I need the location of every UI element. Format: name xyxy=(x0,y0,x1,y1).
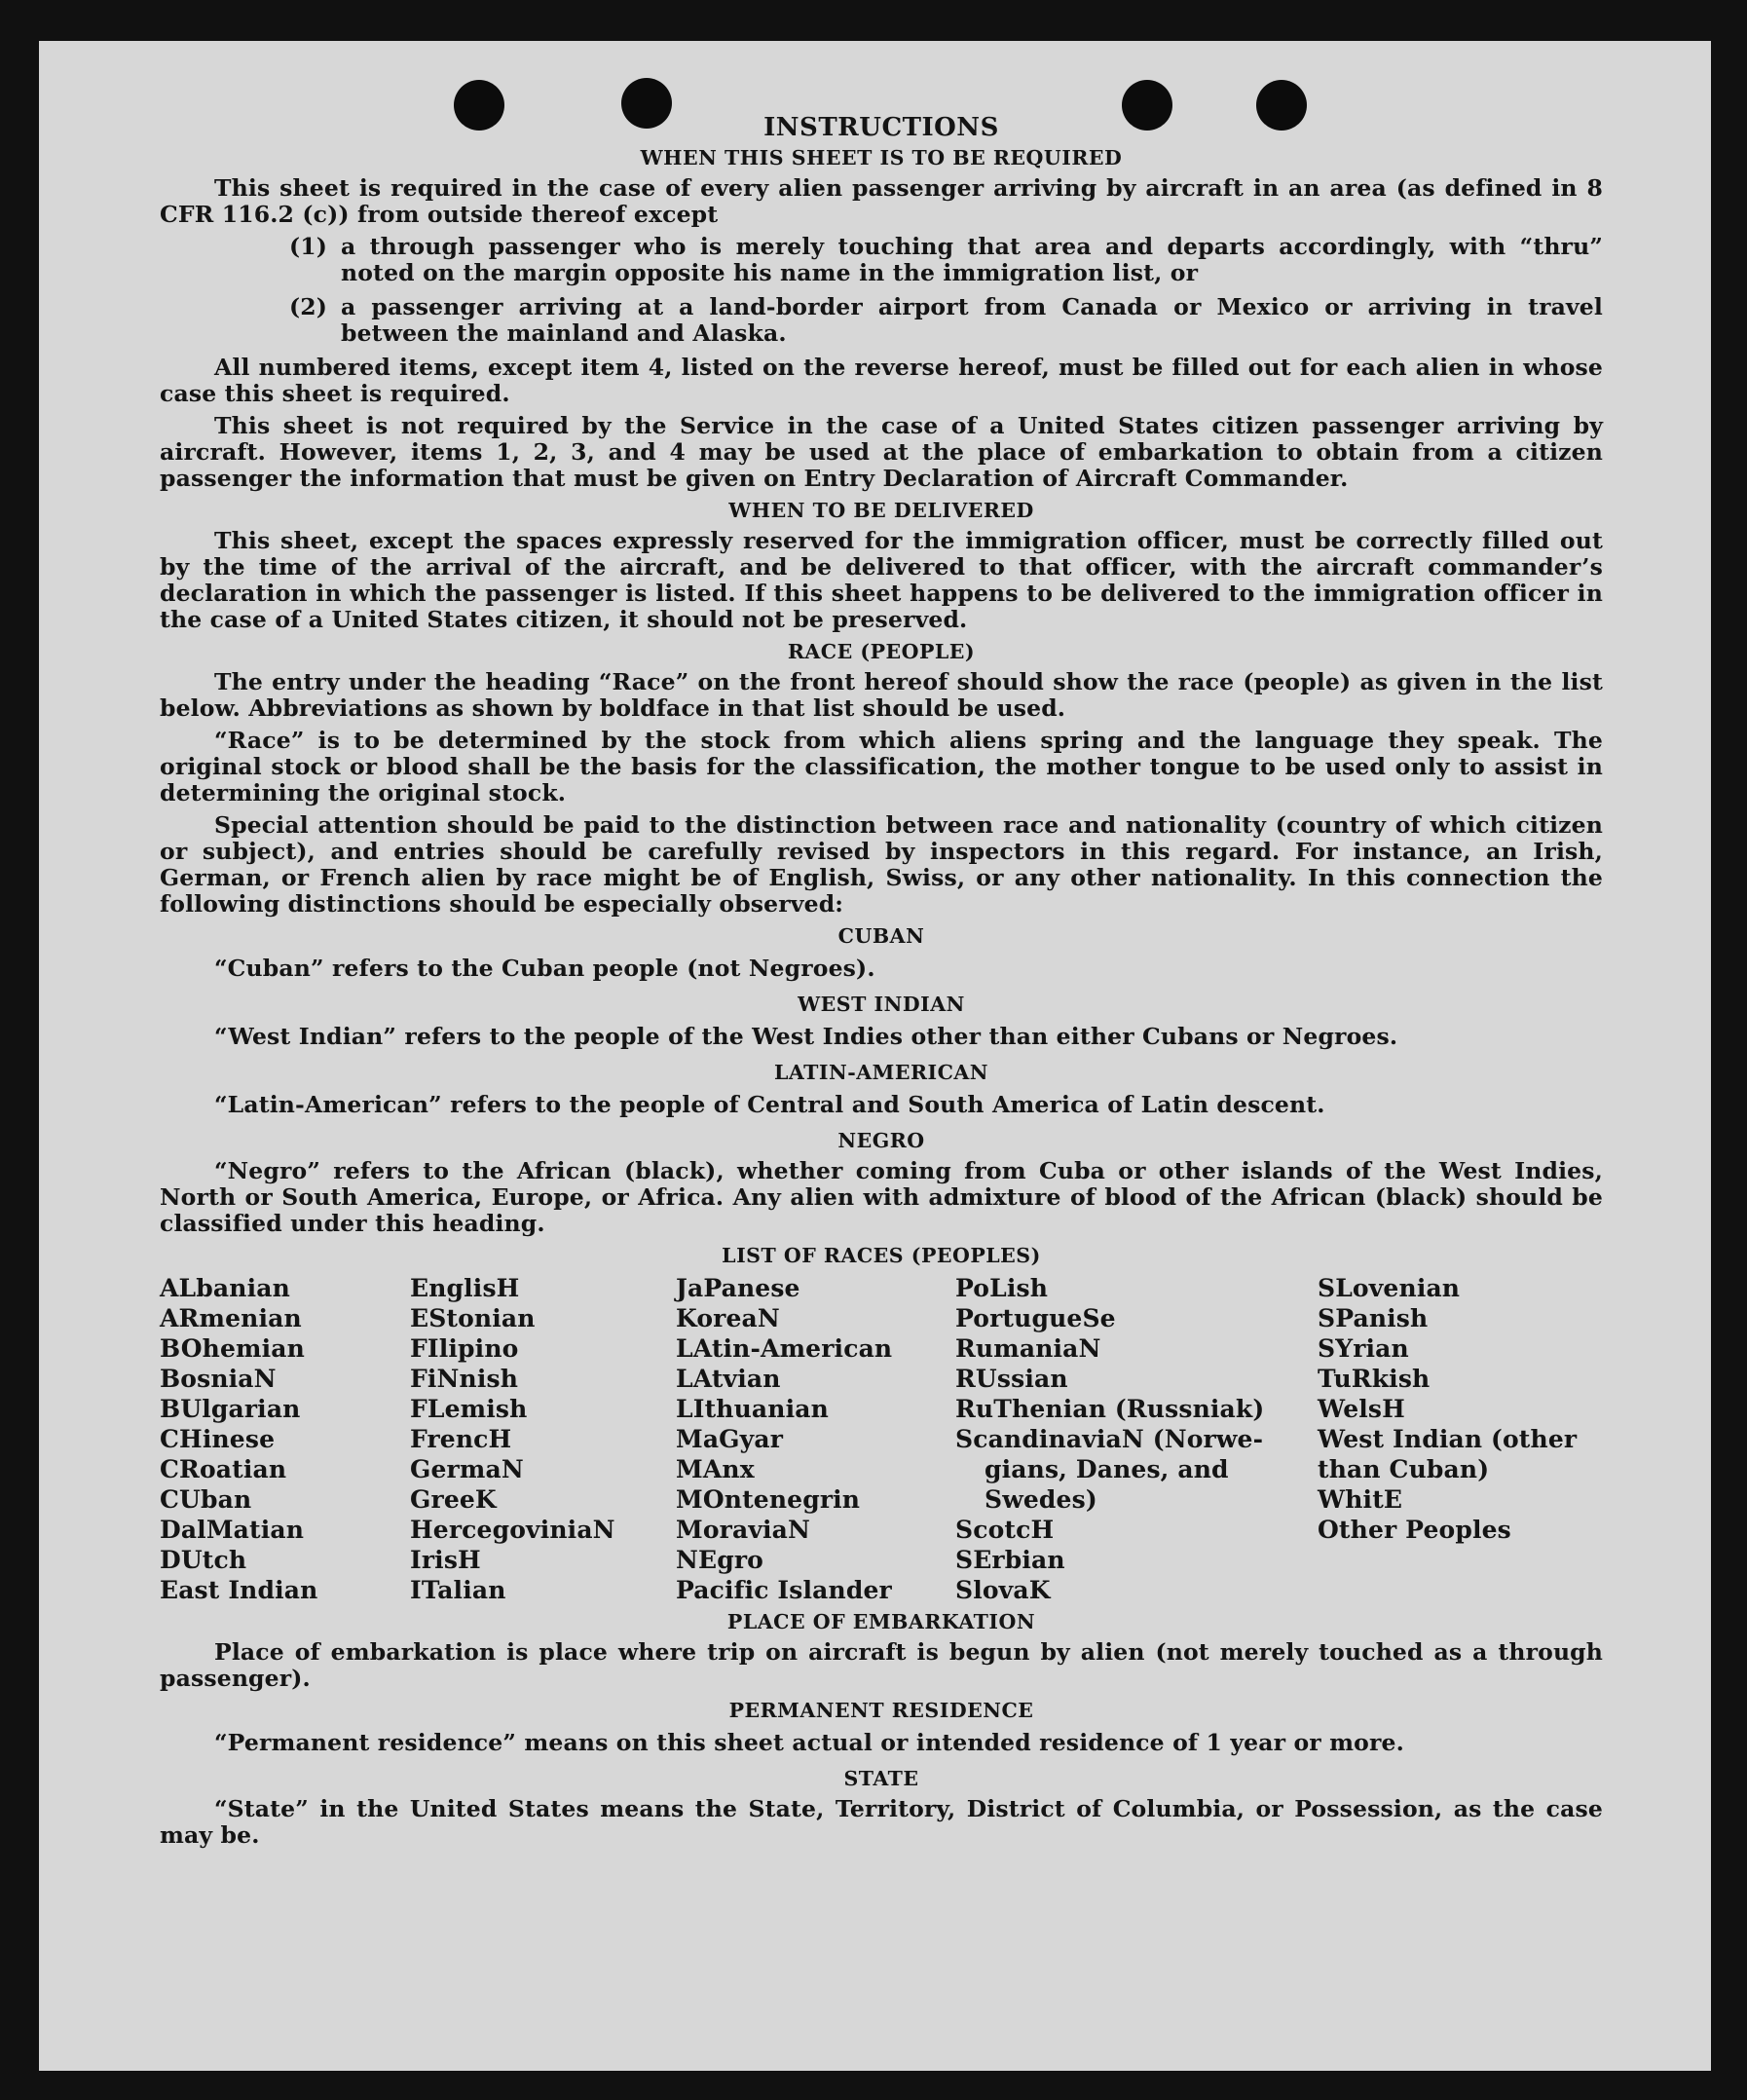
list-item xyxy=(160,294,1603,347)
race-entry-continued: than Cuban) xyxy=(1318,1455,1490,1483)
item-text: a passenger arriving at a land-border airport from Canada or Mexico or arriving in travel between the mainland and Alaska. xyxy=(341,293,1603,347)
race-entry: GreeK xyxy=(410,1485,497,1514)
list-item xyxy=(160,234,1603,286)
race-entry: ALbanian xyxy=(160,1274,290,1302)
races-column-3 xyxy=(676,1273,955,1605)
race-entry: JaPanese xyxy=(676,1274,800,1302)
race-entry: EnglisH xyxy=(410,1274,520,1302)
paragraph: “Race” is to be determined by the stock from which aliens spring and the language they speak. The original stock or blood shall be the basis for the classification, the mother tongue to be used only to assist in determining the original stock. xyxy=(160,727,1603,806)
heading-cuban: CUBAN xyxy=(837,924,925,948)
race-entry: FIlipino xyxy=(410,1334,519,1363)
race-entry: NEgro xyxy=(676,1546,763,1574)
race-entry: SlovaK xyxy=(955,1576,1051,1604)
heading-delivered: WHEN TO BE DELIVERED xyxy=(728,499,1034,522)
paragraph: This sheet, except the spaces expressly reserved for the immigration officer, must be correctly filled out by the time of the arrival of the aircraft, and be delivered to that officer, with the aircraft commander’s declaration in which the passenger is listed. If this sheet happens to be delivered to the immigration officer in the case of a United States citizen, it should not be preserved. xyxy=(160,527,1603,633)
race-entry: ITalian xyxy=(410,1576,506,1604)
races-column-1 xyxy=(160,1273,410,1605)
race-entry: TuRkish xyxy=(1318,1365,1431,1393)
definition: “West Indian” refers to the people of the West Indies other than either Cubans or Negroes. xyxy=(214,1023,1398,1050)
race-entry: Other Peoples xyxy=(1318,1516,1511,1544)
race-entry: HercegoviniaN xyxy=(410,1516,615,1544)
heading-race: RACE (PEOPLE) xyxy=(787,640,976,663)
paragraph: Place of embarkation is place where trip on aircraft is begun by alien (not merely touched as a through passenger). xyxy=(160,1638,1603,1692)
paragraph: “Negro” refers to the African (black), whether coming from Cuba or other islands of the West Indies, North or South America, Europe, or Africa. Any alien with admixture of blood of the African (black) should be classified under this heading. xyxy=(160,1157,1603,1237)
race-entry: FiNnish xyxy=(410,1365,519,1393)
race-entry: RumaniaN xyxy=(955,1334,1101,1363)
race-entry: EStonian xyxy=(410,1304,536,1332)
heading-residence: PERMANENT RESIDENCE xyxy=(728,1699,1034,1722)
race-entry: DalMatian xyxy=(160,1516,305,1544)
race-entry: KoreaN xyxy=(676,1304,780,1332)
definition: “Cuban” refers to the Cuban people (not Negroes). xyxy=(214,955,875,982)
race-entry: WelsH xyxy=(1318,1395,1405,1423)
race-entry: LIthuanian xyxy=(676,1395,829,1423)
heading-west-indian: WEST INDIAN xyxy=(798,993,965,1016)
race-entry: Pacific Islander xyxy=(676,1576,892,1604)
item-number: (2) xyxy=(288,293,327,320)
heading-races-list: LIST OF RACES (PEOPLES) xyxy=(722,1244,1041,1267)
race-entry: ScotcH xyxy=(955,1516,1055,1544)
race-entry: BosniaN xyxy=(160,1365,277,1393)
races-list xyxy=(160,1273,1603,1605)
race-entry: SPanish xyxy=(1318,1304,1429,1332)
race-entry: SLovenian xyxy=(1318,1274,1461,1302)
race-entry: CRoatian xyxy=(160,1455,287,1483)
race-entry: PoLish xyxy=(955,1274,1049,1302)
race-entry: West Indian (other xyxy=(1318,1425,1578,1453)
heading-embarkation: PLACE OF EMBARKATION xyxy=(726,1610,1036,1633)
heading-negro: NEGRO xyxy=(837,1129,925,1152)
race-entry-continued: Swedes) xyxy=(985,1485,1097,1514)
race-entry: East Indian xyxy=(160,1576,318,1604)
document-sheet xyxy=(39,41,1711,2071)
race-entry: FrencH xyxy=(410,1425,512,1453)
definition: “Permanent residence” means on this sheet actual or intended residence of 1 year or more. xyxy=(214,1729,1404,1756)
paragraph: This sheet is not required by the Service in the case of a United States citizen passenger arriving by aircraft. However, items 1, 2, 3, and 4 may be used at the place of embarkation to obtain from a citizen passenger the information that must be given on Entry Declaration of Aircraft Commander. xyxy=(160,412,1603,492)
race-entry: FLemish xyxy=(410,1395,528,1423)
race-entry: BOhemian xyxy=(160,1334,305,1363)
race-entry: DUtch xyxy=(160,1546,247,1574)
paragraph: Special attention should be paid to the distinction between race and nationality (country of which citizen or subject), and entries should be carefully revised by inspectors in this regard. For instance, an Irish, German, or French alien by race might be of English, Swiss, or any other nationality. In this connection the following distinctions should be especially observed: xyxy=(160,811,1603,918)
race-entry: GermaN xyxy=(410,1455,524,1483)
race-entry: LAtin-American xyxy=(676,1334,893,1363)
paragraph: This sheet is required in the case of every alien passenger arriving by aircraft in an area (as defined in 8 CFR 116.2 (c)) from outside thereof except xyxy=(160,174,1603,228)
paragraph: The entry under the heading “Race” on the front hereof should show the race (people) as given in the list below. Abbreviations as shown by boldface in that list should be used. xyxy=(160,668,1603,722)
races-column-2 xyxy=(410,1273,676,1605)
race-entry: RUssian xyxy=(955,1365,1068,1393)
race-entry: MAnx xyxy=(676,1455,755,1483)
race-entry: SYrian xyxy=(1318,1334,1409,1363)
race-entry: ScandinaviaN (Norwe- xyxy=(955,1425,1264,1453)
race-entry: SErbian xyxy=(955,1546,1065,1574)
race-entry: CHinese xyxy=(160,1425,276,1453)
race-entry: RuThenian (Russniak) xyxy=(955,1395,1265,1423)
paragraph: “State” in the United States means the State, Territory, District of Columbia, or Possession, as the case may be. xyxy=(160,1795,1603,1849)
race-entry: IrisH xyxy=(410,1546,481,1574)
item-number: (1) xyxy=(288,233,327,260)
race-entry: MaGyar xyxy=(676,1425,784,1453)
instructions-text xyxy=(160,115,1603,1855)
heading-latin-american: LATIN-AMERICAN xyxy=(773,1061,989,1084)
race-entry: PortugueSe xyxy=(955,1304,1116,1332)
race-entry: LAtvian xyxy=(676,1365,781,1393)
race-entry: MOntenegrin xyxy=(676,1485,861,1514)
page-title: INSTRUCTIONS xyxy=(763,113,999,142)
race-entry: WhitE xyxy=(1318,1485,1403,1514)
item-text: a through passenger who is merely touching that area and departs accordingly, with “thru” noted on the margin opposite his name in the immigration list, or xyxy=(341,233,1603,286)
race-entry-continued: gians, Danes, and xyxy=(985,1455,1229,1483)
definition: “Latin-American” refers to the people of Central and South America of Latin descent. xyxy=(214,1091,1325,1118)
race-entry: ARmenian xyxy=(160,1304,302,1332)
race-entry: BUlgarian xyxy=(160,1395,301,1423)
race-entry: MoraviaN xyxy=(676,1516,810,1544)
heading-required: WHEN THIS SHEET IS TO BE REQUIRED xyxy=(640,146,1123,169)
race-entry: CUban xyxy=(160,1485,252,1514)
heading-state: STATE xyxy=(843,1767,919,1790)
paragraph: All numbered items, except item 4, listed on the reverse hereof, must be filled out for each alien in whose case this sheet is required. xyxy=(160,354,1603,407)
races-column-4 xyxy=(955,1273,1318,1605)
races-column-5 xyxy=(1318,1273,1603,1605)
